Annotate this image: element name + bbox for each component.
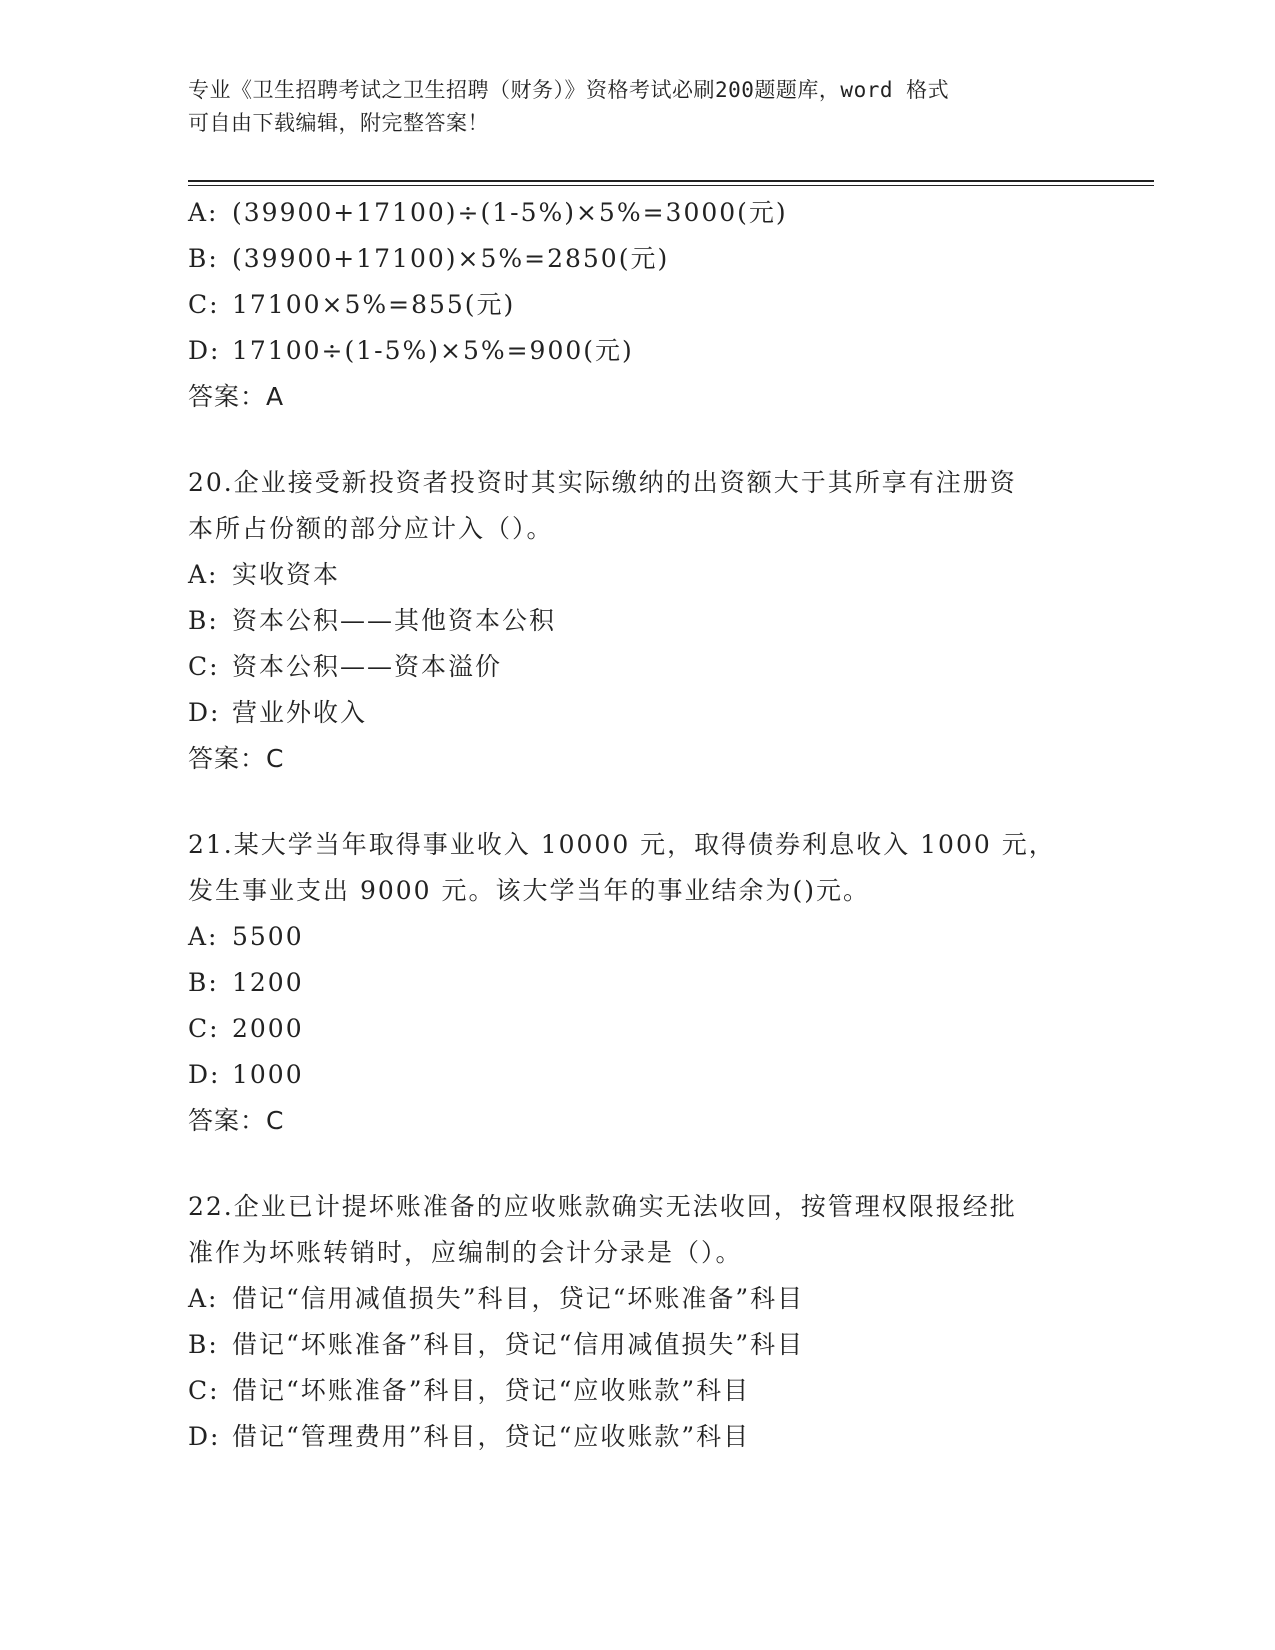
option-text: 17100×5%=855(元) (232, 290, 516, 319)
option-text: 2000 (232, 1014, 304, 1043)
answer-line: 答案：C (188, 1106, 285, 1135)
option-letter: A: (188, 560, 219, 589)
option-text: 资本公积——其他资本公积 (232, 606, 557, 635)
header-title-line-2: 可自由下载编辑，附完整答案！ (188, 111, 489, 135)
question-content (188, 190, 1088, 1460)
option-d (188, 690, 1088, 736)
question-stem: 20.企业接受新投资者投资时其实际缴纳的出资额大于其所享有注册资 (188, 468, 1017, 497)
option-text: 借记“坏账准备”科目，贷记“信用减值损失”科目 (232, 1330, 805, 1359)
spacer (188, 1144, 1088, 1184)
option-text: 1000 (232, 1060, 304, 1089)
option-a (188, 1276, 1088, 1322)
question-stem-continued: 发生事业支出 9000 元。该大学当年的事业结余为()元。 (188, 876, 871, 905)
option-letter: D: (188, 698, 221, 727)
option-b (188, 1322, 1088, 1368)
option-letter: D: (188, 1060, 221, 1089)
option-letter: C: (188, 1014, 220, 1043)
option-letter: A: (188, 198, 219, 227)
option-text: 借记“管理费用”科目，贷记“应收账款”科目 (232, 1422, 751, 1451)
option-text: (39900+17100)×5%=2850(元) (232, 244, 670, 273)
question-stem-continued: 本所占份额的部分应计入（）。 (188, 514, 554, 543)
question-stem-continued: 准作为坏账转销时，应编制的会计分录是（）。 (188, 1238, 743, 1267)
option-text: 资本公积——资本溢价 (232, 652, 503, 681)
option-d (188, 1052, 1088, 1098)
option-text: (39900+17100)÷(1-5%)×5%=3000(元) (232, 198, 788, 227)
option-letter: B: (188, 968, 219, 997)
option-text: 17100÷(1-5%)×5%=900(元) (232, 336, 634, 365)
question-22-block (188, 1184, 1088, 1460)
option-b (188, 236, 1088, 282)
question-21-block (188, 822, 1088, 1144)
option-text: 借记“信用减值损失”科目，贷记“坏账准备”科目 (232, 1284, 805, 1313)
option-letter: D: (188, 336, 221, 365)
option-letter: C: (188, 652, 220, 681)
answer-line: 答案：A (188, 382, 285, 411)
answer-line: 答案：C (188, 744, 285, 773)
option-d (188, 328, 1088, 374)
spacer (188, 782, 1088, 822)
option-c (188, 1368, 1088, 1414)
question-stem: 21.某大学当年取得事业收入 10000 元，取得债券利息收入 1000 元， (188, 830, 1056, 859)
option-text: 1200 (232, 968, 304, 997)
header-divider-thick (188, 180, 1154, 182)
option-letter: D: (188, 1422, 221, 1451)
option-c (188, 1006, 1088, 1052)
question-stem: 22.企业已计提坏账准备的应收账款确实无法收回，按管理权限报经批 (188, 1192, 1017, 1221)
option-d (188, 1414, 1088, 1460)
option-text: 5500 (232, 922, 304, 951)
header-divider-thin (188, 185, 1154, 186)
option-letter: C: (188, 1376, 220, 1405)
question-20-block (188, 460, 1088, 782)
option-letter: B: (188, 606, 219, 635)
option-letter: C: (188, 290, 220, 319)
option-c (188, 644, 1088, 690)
option-b (188, 598, 1088, 644)
option-letter: A: (188, 922, 219, 951)
option-text: 实收资本 (232, 560, 341, 589)
option-letter: B: (188, 244, 219, 273)
option-text: 借记“坏账准备”科目，贷记“应收账款”科目 (232, 1376, 751, 1405)
option-b (188, 960, 1088, 1006)
option-letter: A: (188, 1284, 219, 1313)
page-header (188, 74, 1088, 140)
option-a (188, 914, 1088, 960)
option-a (188, 552, 1088, 598)
header-title-line-1: 专业《卫生招聘考试之卫生招聘（财务）》资格考试必刷200题题库，word 格式 (188, 78, 950, 102)
option-a (188, 190, 1088, 236)
prev-question-block (188, 190, 1088, 420)
option-letter: B: (188, 1330, 219, 1359)
option-text: 营业外收入 (232, 698, 368, 727)
option-c (188, 282, 1088, 328)
spacer (188, 420, 1088, 460)
